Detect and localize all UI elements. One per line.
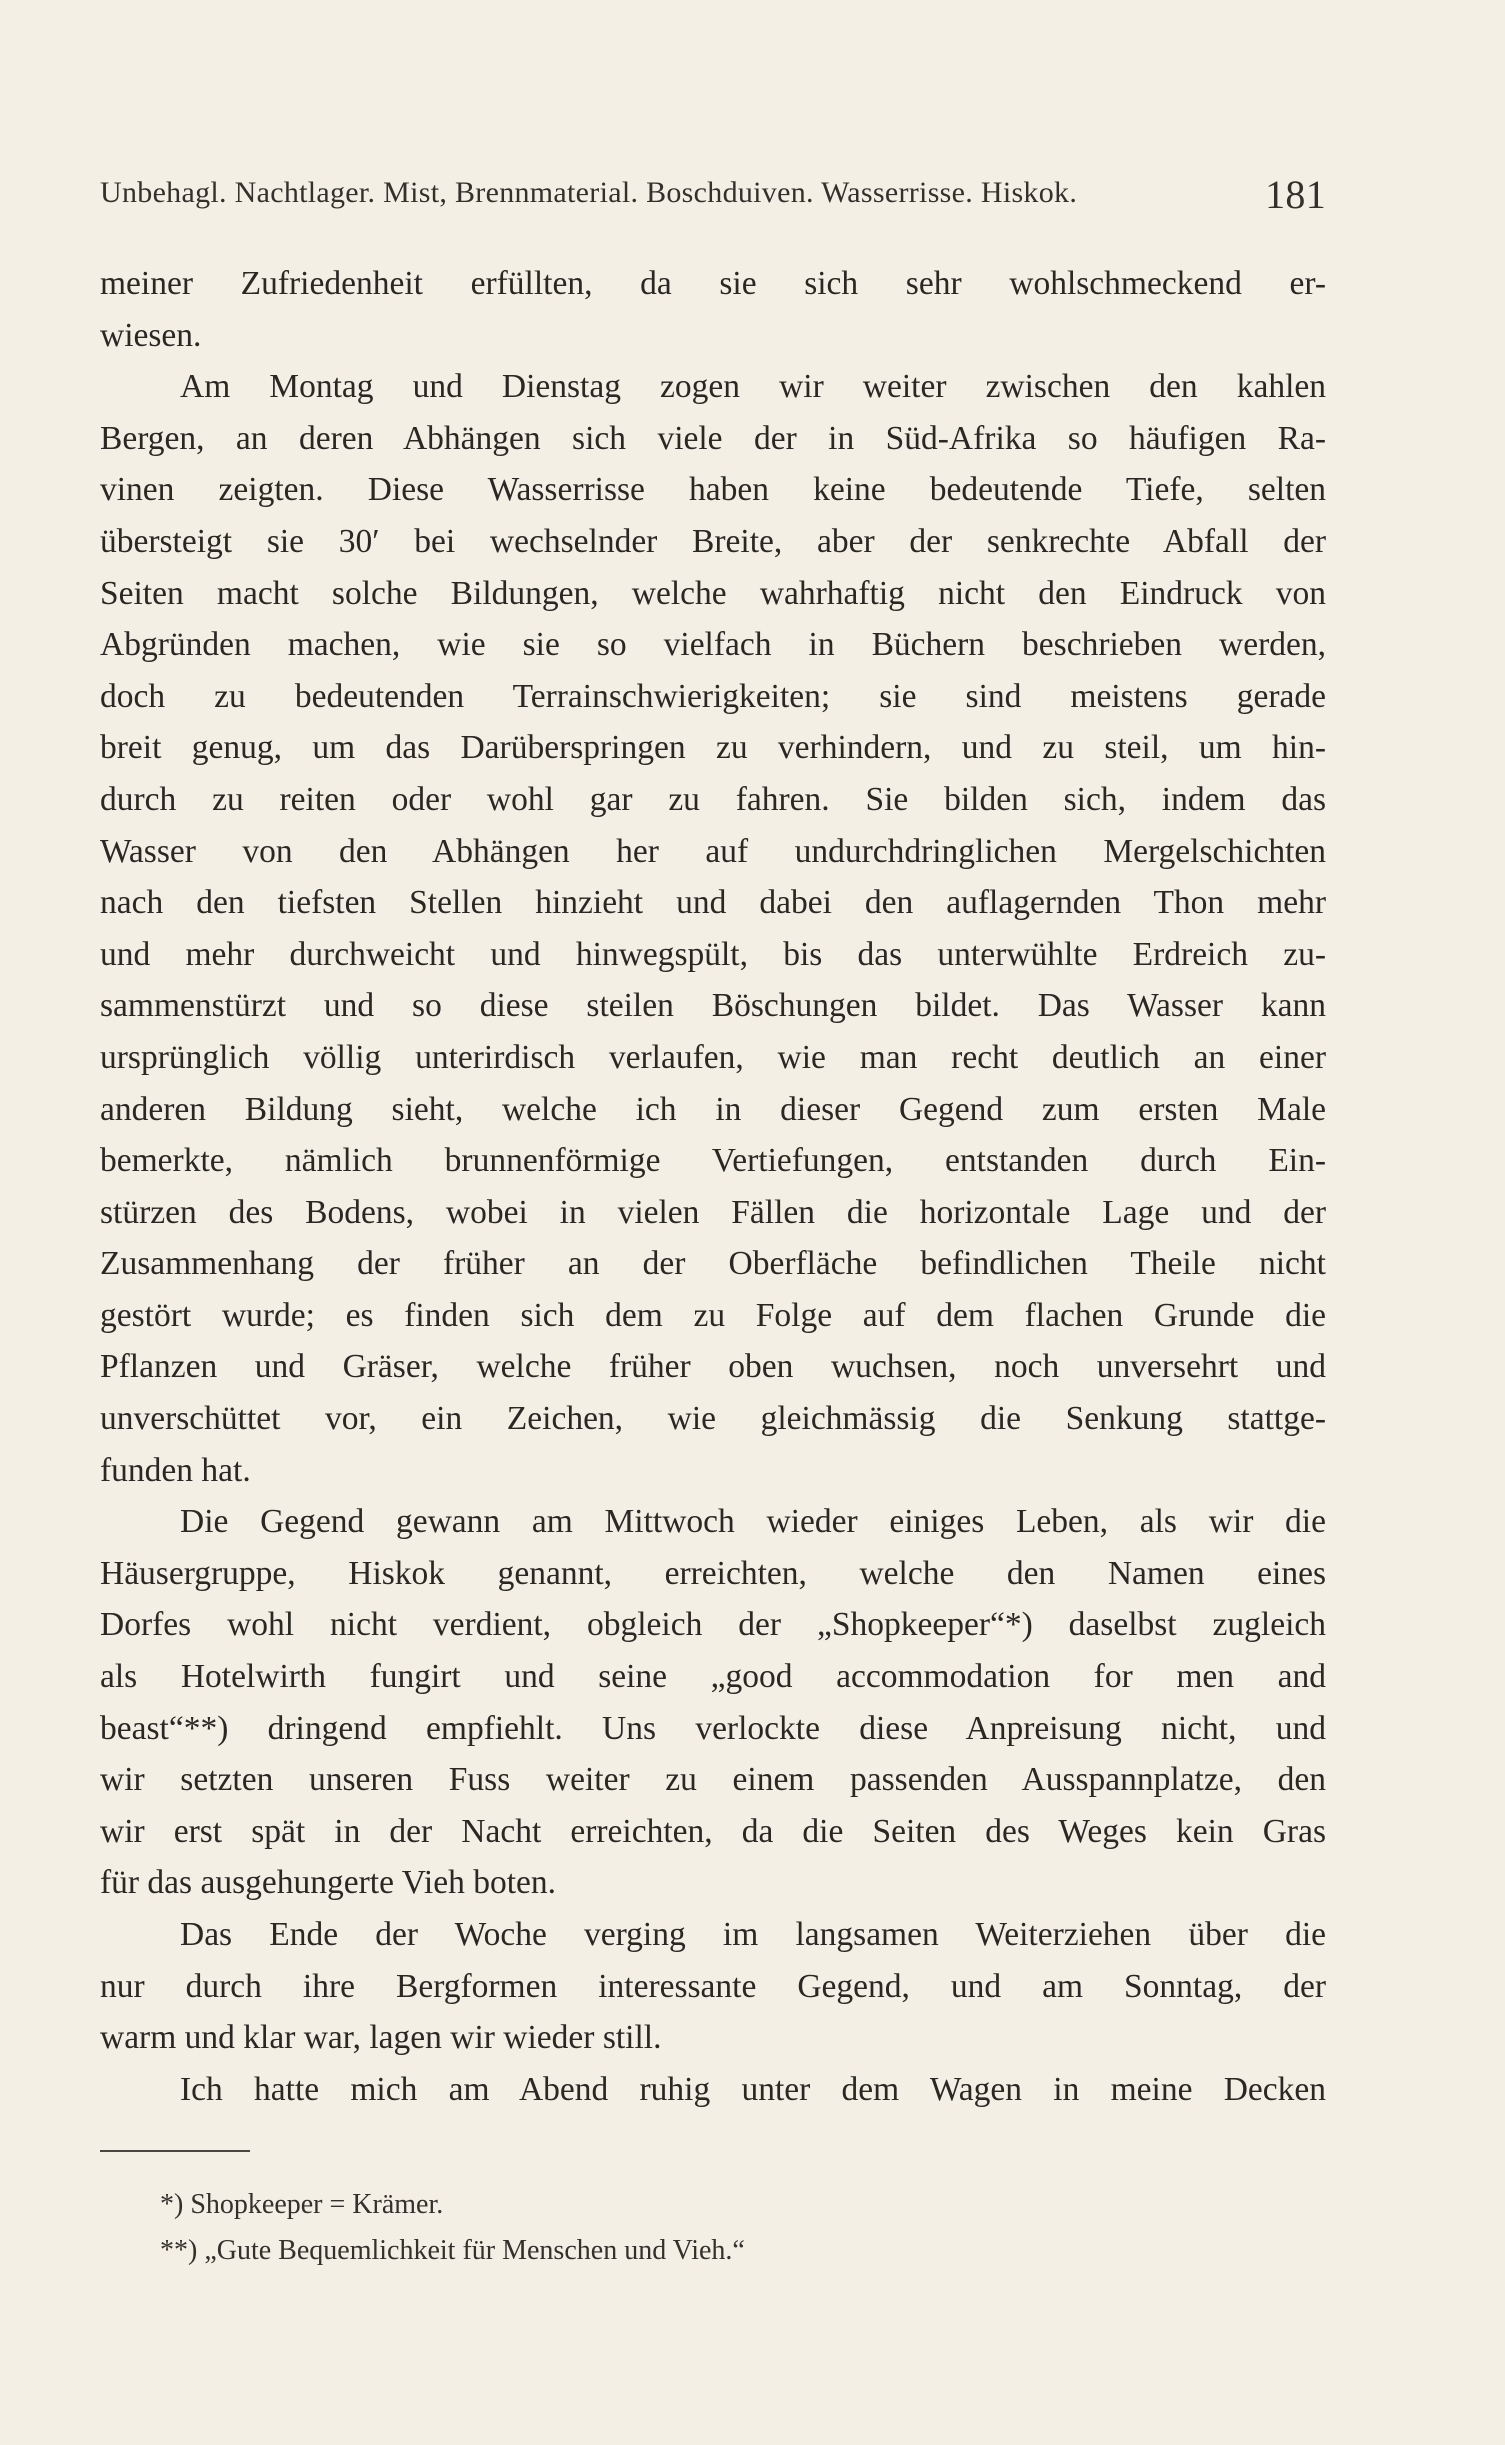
text-line: wir setzten unseren Fuss weiter zu einem passenden Ausspannplatze, den xyxy=(100,1761,1326,1799)
text-line: vinen zeigten. Diese Wasserrisse haben keine bedeutende Tiefe, selten xyxy=(100,471,1326,509)
footnote-good-accommodation: **) „Gute Bequemlichkeit für Menschen und Vieh.“ xyxy=(160,2235,745,2266)
text-line: unverschüttet vor, ein Zeichen, wie gleichmässig die Senkung stattge- xyxy=(100,1400,1326,1438)
text-line: durch zu reiten oder wohl gar zu fahren. Sie bilden sich, indem das xyxy=(100,780,1326,818)
text-line: ursprünglich völlig unterirdisch verlaufen, wie man recht deutlich an einer xyxy=(100,1038,1326,1076)
running-title: Unbehagl. Nachtlager. Mist, Brennmaterial. Boschduiven. Wasserrisse. Hiskok. xyxy=(100,176,1078,209)
footnote-divider xyxy=(100,2150,250,2152)
text-line: Abgründen machen, wie sie so vielfach in Büchern beschrieben werden, xyxy=(100,626,1326,664)
paragraph-start-line: Das Ende der Woche verging im langsamen Weiterziehen über die xyxy=(180,1916,1326,1953)
text-line: Seiten macht solche Bildungen, welche wahrhaftig nicht den Eindruck von xyxy=(100,574,1326,612)
text-line: wiesen. xyxy=(100,316,202,354)
paragraph-start-line: Die Gegend gewann am Mittwoch wieder einiges Leben, als wir die xyxy=(180,1503,1326,1541)
text-line: Wasser von den Abhängen her auf undurchdringlichen Mergelschichten xyxy=(100,832,1326,870)
text-line: Häusergruppe, Hiskok genannt, erreichten, welche den Namen eines xyxy=(100,1554,1326,1592)
body-text xyxy=(100,258,1326,2115)
text-line: bemerkte, nämlich brunnenförmige Vertiefungen, entstanden durch Ein- xyxy=(100,1142,1326,1180)
text-line: meiner Zufriedenheit erfüllten, da sie sich sehr wohlschmeckend er- xyxy=(100,265,1326,302)
text-line: anderen Bildung sieht, welche ich in dieser Gegend zum ersten Male xyxy=(100,1090,1326,1128)
footnote-shopkeeper: *) Shopkeeper = Krämer. xyxy=(160,2189,444,2220)
paragraph-start-line: Ich hatte mich am Abend ruhig unter dem Wagen in meine Decken xyxy=(180,2070,1326,2108)
page-number: 181 xyxy=(1265,172,1326,217)
text-line: Dorfes wohl nicht verdient, obgleich der „Shopkeeper“*) daselbst zugleich xyxy=(100,1606,1326,1644)
text-line: funden hat. xyxy=(100,1451,251,1489)
text-line: beast“**) dringend empfiehlt. Uns verlockte diese Anpreisung nicht, und xyxy=(100,1709,1326,1747)
text-line: übersteigt sie 30′ bei wechselnder Breite, aber der senkrechte Abfall der xyxy=(100,522,1326,560)
paragraph-start-line: Am Montag und Dienstag zogen wir weiter zwischen den kahlen xyxy=(180,368,1326,406)
text-line: als Hotelwirth fungirt und seine „good accommodation for men and xyxy=(100,1658,1326,1696)
running-head xyxy=(100,170,1326,220)
text-line: und mehr durchweicht und hinwegspült, bis das unterwühlte Erdreich zu- xyxy=(100,935,1326,973)
text-line: gestört wurde; es finden sich dem zu Folge auf dem flachen Grunde die xyxy=(100,1296,1326,1334)
footnotes xyxy=(160,2182,745,2274)
text-line: für das ausgehungerte Vieh boten. xyxy=(100,1864,556,1902)
text-line: stürzen des Bodens, wobei in vielen Fällen die horizontale Lage und der xyxy=(100,1193,1326,1231)
text-line: Pflanzen und Gräser, welche früher oben wuchsen, noch unversehrt und xyxy=(100,1348,1326,1386)
text-line: doch zu bedeutenden Terrainschwierigkeiten; sie sind meistens gerade xyxy=(100,677,1326,715)
text-line: nach den tiefsten Stellen hinzieht und dabei den auflagernden Thon mehr xyxy=(100,884,1326,922)
text-line: Bergen, an deren Abhängen sich viele der in Süd-Afrika so häufigen Ra- xyxy=(100,419,1326,457)
text-line: nur durch ihre Bergformen interessante Gegend, und am Sonntag, der xyxy=(100,1967,1326,2005)
text-line: warm und klar war, lagen wir wieder still. xyxy=(100,2019,662,2057)
text-line: wir erst spät in der Nacht erreichten, da die Seiten des Weges kein Gras xyxy=(100,1812,1326,1850)
text-line: breit genug, um das Darüberspringen zu verhindern, und zu steil, um hin- xyxy=(100,729,1326,767)
text-line: Zusammenhang der früher an der Oberfläche befindlichen Theile nicht xyxy=(100,1245,1326,1283)
text-line: sammenstürzt und so diese steilen Böschungen bildet. Das Wasser kann xyxy=(100,987,1326,1025)
